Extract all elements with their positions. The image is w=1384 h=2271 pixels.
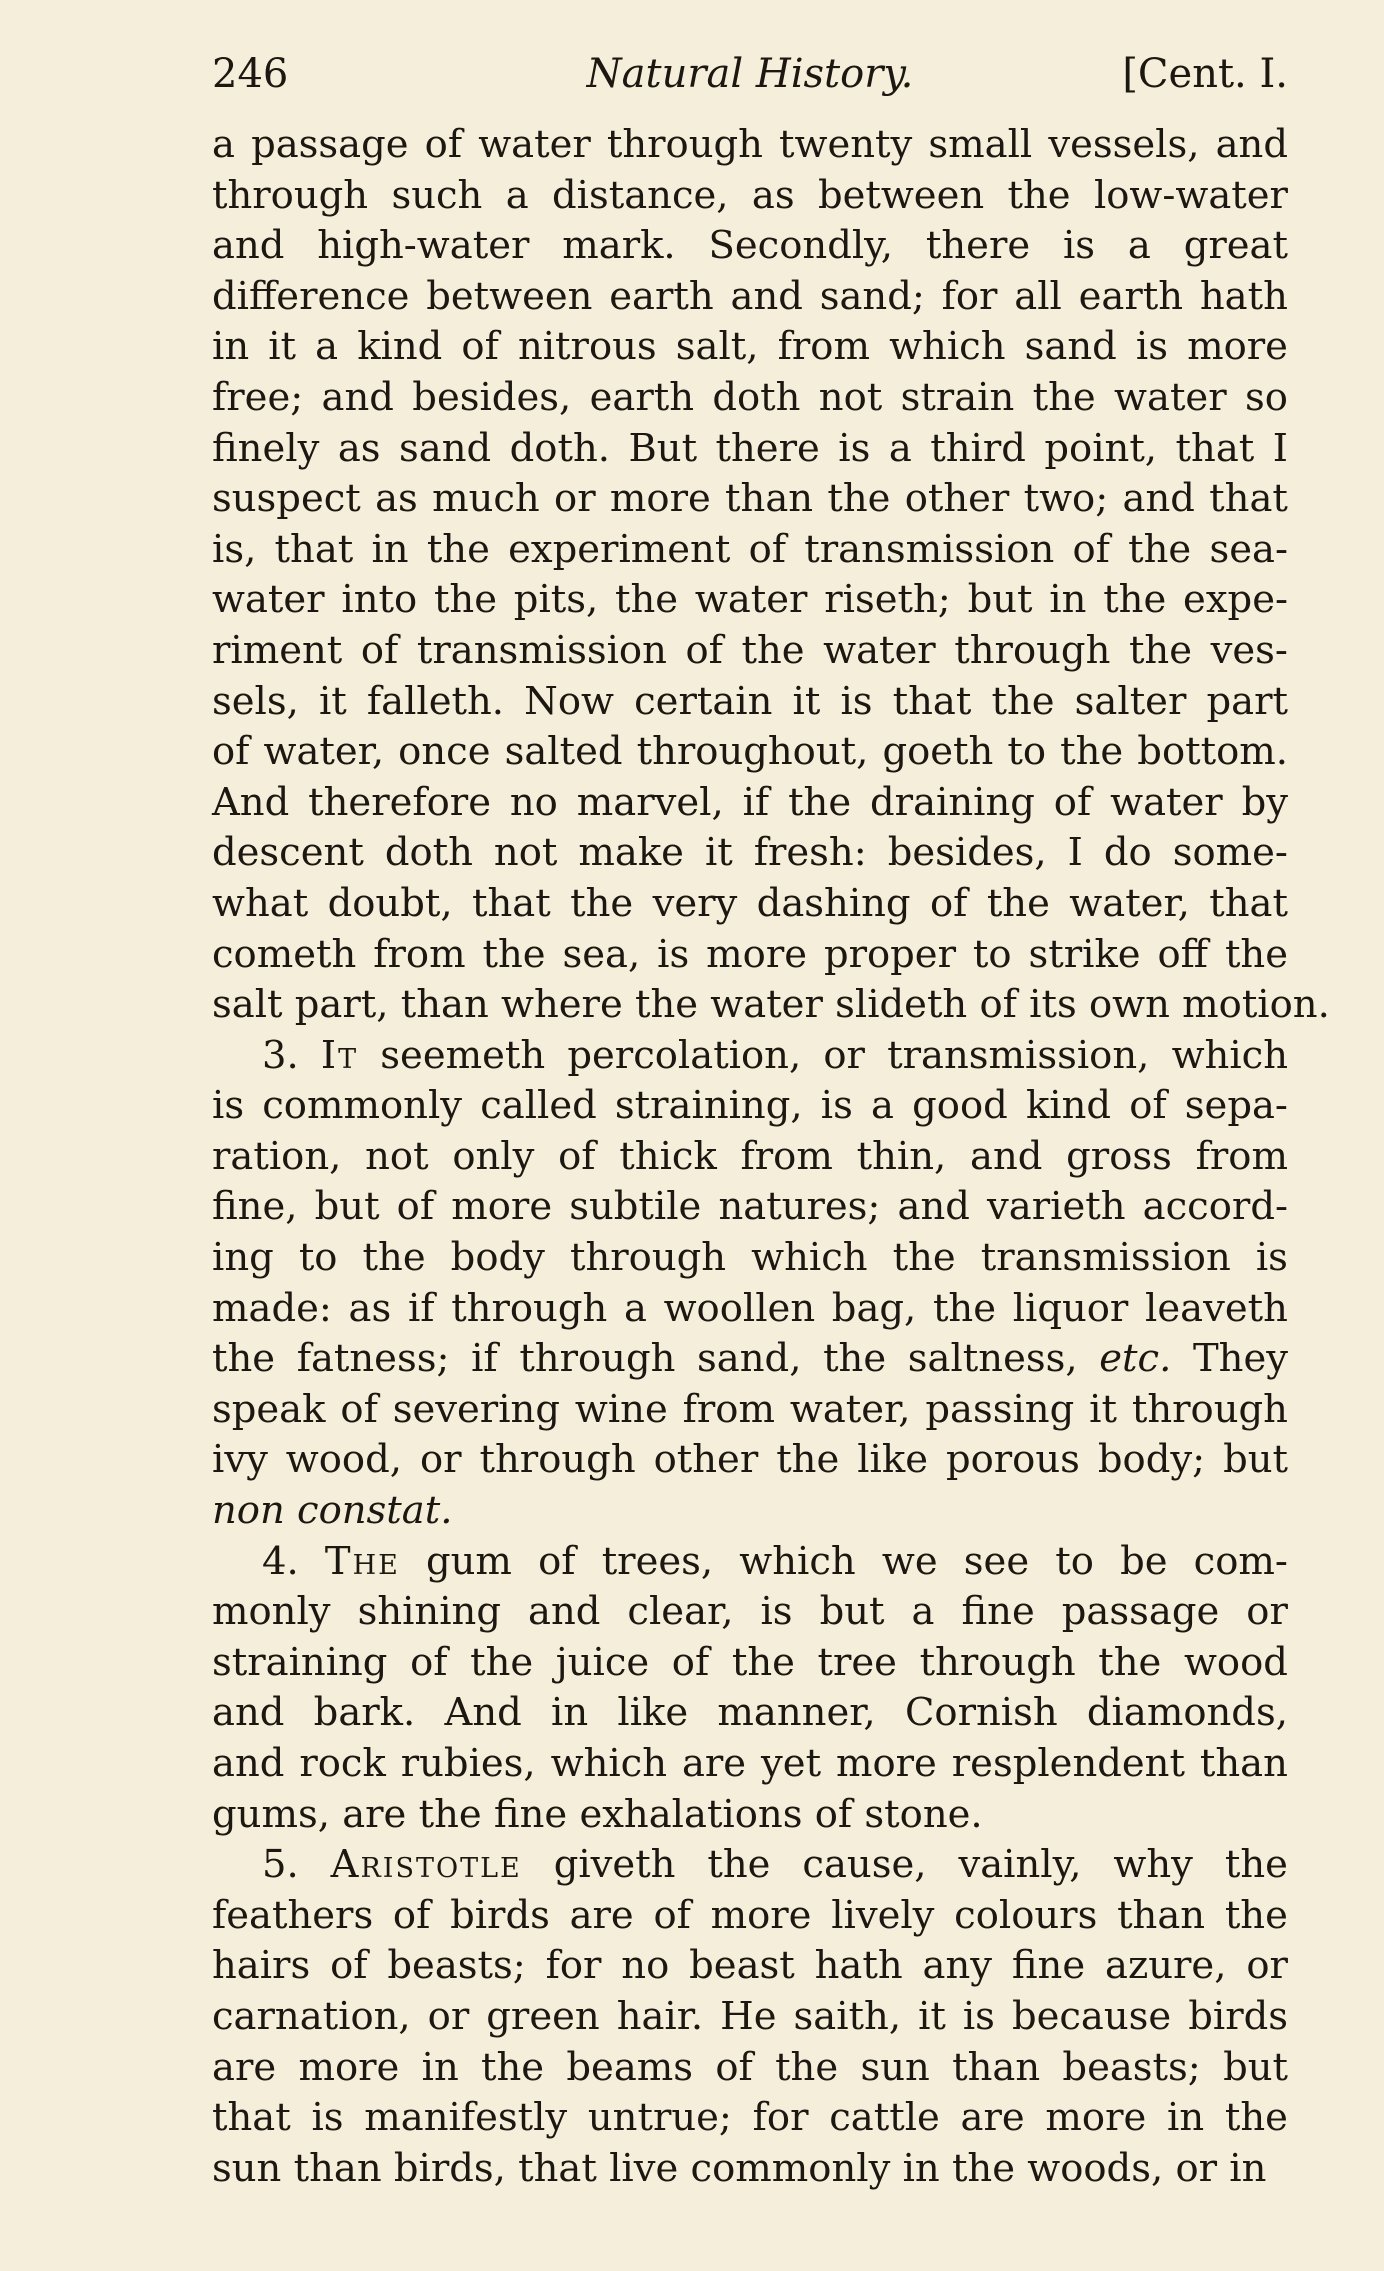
text-line: sels, it falleth. Now certain it is that the salter part xyxy=(212,678,1288,724)
text-line: and high-water mark. Secondly, there is a great xyxy=(212,223,1288,269)
running-header xyxy=(212,44,1288,104)
text-line: gums, are the fine exhalations of stone. xyxy=(212,1791,983,1837)
text-line: free; and besides, earth doth not strain the water so xyxy=(212,374,1288,420)
text-line: made: as if through a woollen bag, the liquor leaveth xyxy=(212,1285,1288,1331)
text-line: difference between earth and sand; for all earth hath xyxy=(212,273,1288,319)
text-line: water into the pits, the water riseth; but in the expe- xyxy=(212,577,1288,623)
text-line: And therefore no marvel, if the draining of water by xyxy=(212,779,1288,825)
text-line: finely as sand doth. But there is a third point, that I xyxy=(212,425,1288,471)
text-line: ivy wood, or through other the like porous body; but xyxy=(212,1437,1288,1483)
text-line: carnation, or green hair. He saith, it is because birds xyxy=(212,1993,1288,2039)
text-line: feathers of birds are of more lively colours than the xyxy=(212,1892,1288,1938)
body-text xyxy=(212,120,1330,2194)
text-line: riment of transmission of the water through the ves- xyxy=(212,627,1288,673)
text-line: hairs of beasts; for no beast hath any fine azure, or xyxy=(212,1943,1288,1989)
text-line: suspect as much or more than the other two; and that xyxy=(212,476,1288,522)
text-line: ration, not only of thick from thin, and gross from xyxy=(212,1133,1288,1179)
text-line: that is manifestly untrue; for cattle are more in the xyxy=(212,2095,1288,2141)
text-line: descent doth not make it fresh: besides, I do some- xyxy=(212,830,1288,876)
page-number: 246 xyxy=(212,51,289,97)
text-line: and bark. And in like manner, Cornish diamonds, xyxy=(212,1690,1288,1736)
text-line: a passage of water through twenty small vessels, and xyxy=(212,122,1288,167)
text-line: in it a kind of nitrous salt, from which sand is more xyxy=(212,324,1288,370)
text-line: of water, once salted throughout, goeth to the bottom. xyxy=(212,729,1288,775)
text-line: the fatness; if through sand, the saltness, etc. They xyxy=(212,1336,1288,1382)
text-line: non constat. xyxy=(212,1488,453,1534)
text-line: are more in the beams of the sun than beasts; but xyxy=(212,2044,1288,2090)
text-line: and rock rubies, which are yet more resplendent than xyxy=(212,1741,1288,1786)
text-line: is commonly called straining, is a good kind of sepa- xyxy=(212,1083,1288,1129)
text-line: through such a distance, as between the low-water xyxy=(212,172,1288,218)
text-line: salt part, than where the water slideth of its own motion. xyxy=(212,982,1330,1028)
text-line: sun than birds, that live commonly in the woods, or in xyxy=(212,2145,1267,2191)
text-line: speak of severing wine from water, passing it through xyxy=(212,1386,1288,1432)
text-line: is, that in the experiment of transmission of the sea- xyxy=(212,526,1288,572)
text-line: 5. Aristotle giveth the cause, vainly, why the xyxy=(262,1842,1288,1888)
text-line: what doubt, that the very dashing of the water, that xyxy=(212,880,1288,926)
section-label: [Cent. I. xyxy=(1122,51,1288,97)
text-line: ing to the body through which the transmission is xyxy=(212,1235,1288,1281)
text-line: 4. The gum of trees, which we see to be com- xyxy=(262,1538,1288,1584)
text-line: monly shining and clear, is but a fine passage or xyxy=(212,1589,1288,1635)
text-line: fine, but of more subtile natures; and varieth accord- xyxy=(212,1184,1288,1230)
text-line: straining of the juice of the tree through the wood xyxy=(212,1639,1288,1685)
text-line: 3. It seemeth percolation, or transmission, which xyxy=(262,1032,1288,1078)
text-line: cometh from the sea, is more proper to strike off the xyxy=(212,931,1288,977)
running-title: Natural History. xyxy=(586,51,914,97)
